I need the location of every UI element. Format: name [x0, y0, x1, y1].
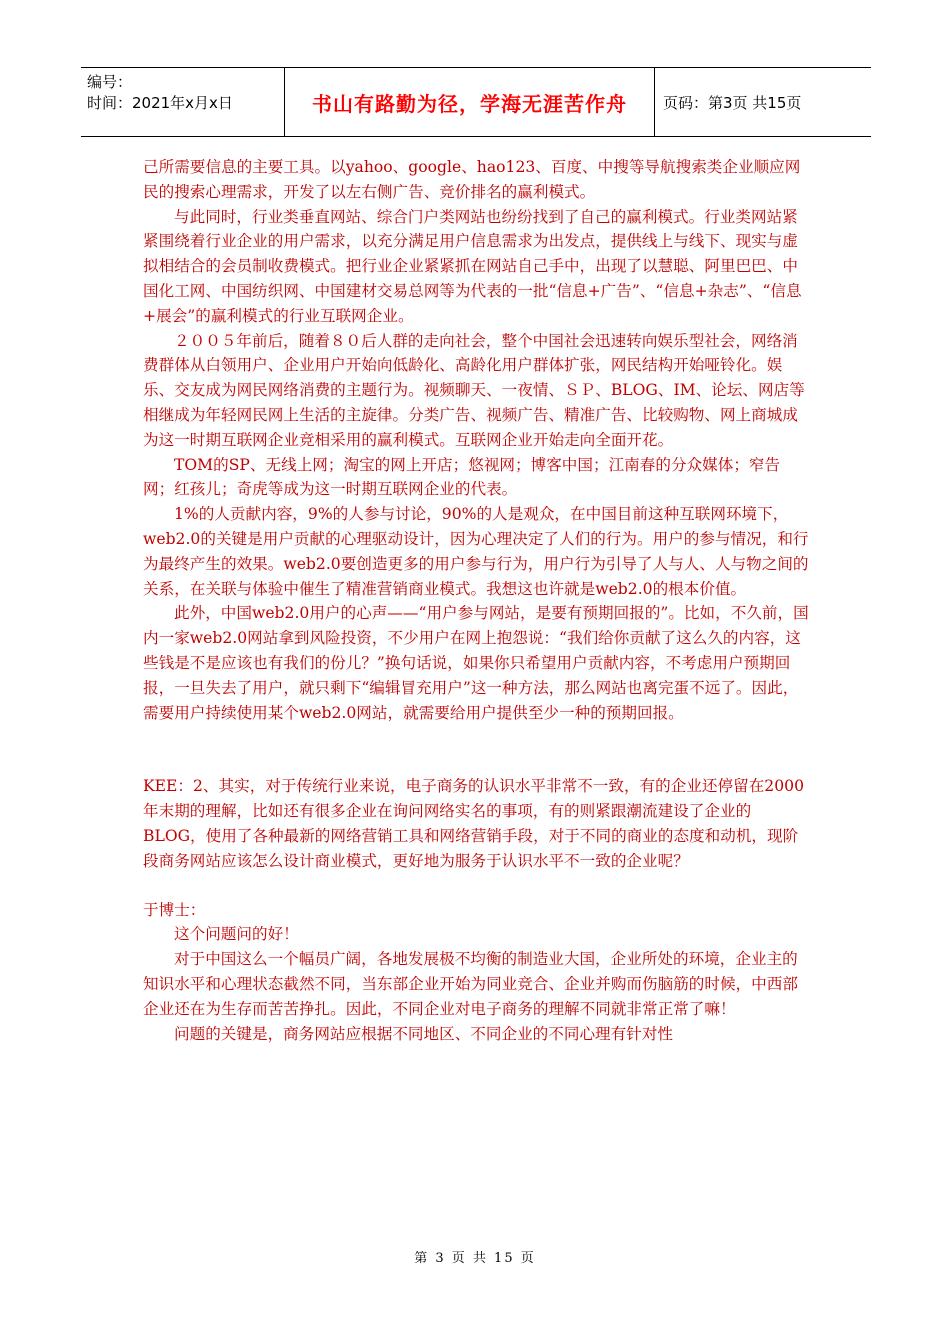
header-page-label: 页码：第3页 共15页 — [663, 93, 802, 112]
header-meta — [81, 68, 285, 136]
document-number-label: 编号： — [87, 73, 133, 91]
question-paragraph: KEE：2、其实，对于传统行业来说，电子商务的认识水平非常不一致，有的企业还停留在2000年末期的理解，比如还有很多企业在询问网络实名的事项，有的则紧跟潮流建设了企业的BLOG，使用了各种最新的网络营销工具和网络营销手段，对于不同的商业的态度和动机，现阶段商务网站应该怎么设计商业模式，更好地为服务于认识水平不一致的企业呢？ — [143, 777, 804, 870]
header-motto: 书山有路勤为径，学海无涯苦作舟 — [285, 68, 655, 136]
body-paragraph: 1%的人贡献内容，9%的人参与讨论，90%的人是观众，在中国目前这种互联网环境下，web2.0的关键是用户贡献的心理驱动设计，因为心理决定了人们的行为。用户的参与情况，和行为最终产生的效果。web2.0要创造更多的用户参与行为，用户行为引导了人与人、人与物之间的关系，在关联与体验中催生了精准营销商业模式。我想这也许就是web2.0的根本价值。 — [143, 505, 809, 598]
answer-paragraph: 对于中国这么一个幅员广阔，各地发展极不均衡的制造业大国，企业所处的环境，企业主的知识水平和心理状态截然不同，当东部企业开始为同业竞合、企业并购而伤脑筋的时候，中西部企业还在为生存而苦苦挣扎。因此，不同企业对电子商务的理解不同就非常正常了嘛！ — [143, 950, 798, 1018]
answer-speaker: 于博士： — [143, 900, 206, 919]
body-paragraph: 己所需要信息的主要工具。以yahoo、google、hao123、百度、中搜等导航搜索类企业顺应网民的搜索心理需求，开发了以左右侧广告、竞价排名的赢利模式。 — [143, 158, 801, 201]
body-paragraph: 此外，中国web2.0用户的心声——“用户参与网站，是要有预期回报的”。比如，不久前，国内一家web2.0网站拿到风险投资，不少用户在网上抱怨说：“我们给你贡献了这么久的内容，这些钱是不是应该也有我们的份儿？”换句话说，如果你只希望用户贡献内容，不考虑用户预期回报，一旦失去了用户，就只剩下“编辑冒充用户”这一种方法，那么网站也离完蛋不远了。因此，需要用户持续使用某个web2.0网站，就需要给用户提供至少一种的预期回报。 — [143, 604, 809, 722]
paragraph-spacer — [143, 725, 811, 774]
body-paragraph: 与此同时，行业类垂直网站、综合门户类网站也纷纷找到了自己的赢利模式。行业类网站紧紧围绕着行业企业的用户需求，以充分满足用户信息需求为出发点，提供线上与线下、现实与虚拟相结合的会员制收费模式。把行业企业紧紧抓在网站自己手中，出现了以慧聪、阿里巴巴、中国化工网、中国纺织网、中国建材交易总网等为代表的一批“信息+广告”、“信息+杂志”、“信息+展会”的赢利模式的行业互联网企业。 — [143, 207, 802, 325]
paragraph-spacer — [143, 874, 811, 898]
page-footer: 第 3 页 共 15 页 — [414, 1251, 536, 1266]
document-date-label: 时间：2021年x月x日 — [87, 94, 233, 112]
page-header — [81, 67, 871, 137]
body-paragraph: ２００５年前后，随着８０后人群的走向社会，整个中国社会迅速转向娱乐型社会，网络消费群体从白领用户、企业用户开始向低龄化、高龄化用户群体扩张，网民结构开始哑铃化。娱乐、交友成为网民网络消费的主题行为。视频聊天、一夜情、ＳＰ、BLOG、IM、论坛、网店等相继成为年轻网民网上生活的主旋律。分类广告、视频广告、精准广告、比较购物、网上商城成为这一时期互联网企业竞相采用的赢利模式。互联网企业开始走向全面开花。 — [143, 331, 805, 449]
answer-paragraph: 问题的关键是，商务网站应根据不同地区、不同企业的不同心理有针对性 — [174, 1024, 674, 1043]
answer-paragraph: 这个问题问的好！ — [174, 925, 299, 944]
document-body — [143, 155, 811, 1046]
body-paragraph: TOM的SP、无线上网；淘宝的网上开店；悠视网；博客中国；江南春的分众媒体；窄告网；红孩儿；奇虎等成为这一时期互联网企业的代表。 — [143, 455, 781, 499]
